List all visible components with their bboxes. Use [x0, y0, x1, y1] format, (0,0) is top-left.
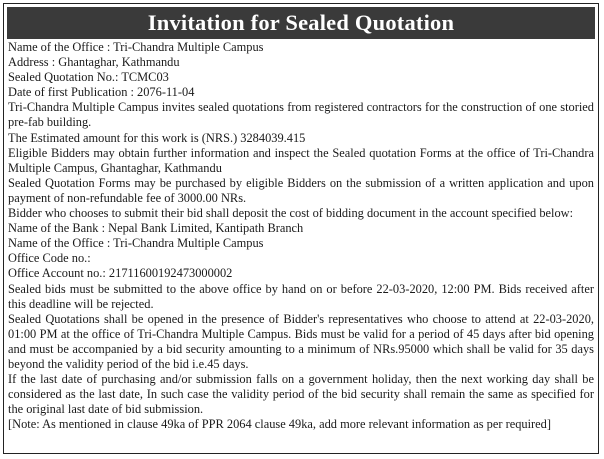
- first-publication-line: Date of first Publication : 2076-11-04: [8, 85, 195, 100]
- office-code-line: Office Code no.:: [8, 251, 91, 266]
- address-line: Address : Ghantaghar, Kathmandu: [8, 55, 180, 70]
- deposit-instruction-line: Bidder who chooses to submit their bid shall deposit the cost of bidding document in the account specified below:: [8, 206, 574, 221]
- holiday-clause-paragraph: If the last date of purchasing and/or submission falls on a government holiday, then the next working day shall be considered as the last date, In such case the validity period of the bid security shall remain the same as specified for the original last date of bid submission.: [8, 372, 594, 417]
- quotation-notice: [3, 3, 599, 454]
- eligible-bidders-paragraph: Eligible Bidders may obtain further information and inspect the Sealed quotation Forms at the office of Tri-Chandra Multiple Campus, Ghantaghar, Kathmandu: [8, 145, 594, 175]
- forms-purchase-paragraph: Sealed Quotation Forms may be purchased by eligible Bidders on the submission of a written application and upon payment of non-refundable fee of 3000.00 NRs.: [8, 175, 594, 205]
- office-name-line: Name of the Office : Tri-Chandra Multiple Campus: [8, 40, 264, 54]
- estimated-amount-line: The Estimated amount for this work is (NRS.) 3284039.415: [8, 130, 306, 145]
- office-account-line: Office Account no.: 21711600192473000002: [8, 266, 233, 281]
- invitation-paragraph: Tri-Chandra Multiple Campus invites sealed quotations from registered contractors for the construction of one storied pre-fab building.: [8, 100, 594, 130]
- notice-body: [4, 39, 598, 432]
- notice-title: Invitation for Sealed Quotation: [7, 7, 595, 39]
- bank-name-line: Name of the Bank : Nepal Bank Limited, Kantipath Branch: [8, 221, 304, 236]
- account-office-name-line: Name of the Office : Tri-Chandra Multiple Campus: [8, 236, 264, 251]
- note-paragraph: [Note: As mentioned in clause 49ka of PPR 2064 clause 49ka, add more relevant information as per required]: [8, 417, 551, 432]
- submission-deadline-paragraph: Sealed bids must be submitted to the above office by hand on or before 22-03-2020, 12:00 PM. Bids received after this deadline will be rejected.: [8, 281, 594, 311]
- opening-details-paragraph: Sealed Quotations shall be opened in the presence of Bidder's representatives who choose to attend at 22-03-2020, 01:00 PM at the office of Tri-Chandra Multiple Campus. Bids must be valid for a period of 45 days after bid opening and must be accompanied by a bid security amounting to a minimum of NRs.95000 which shall be valid for 35 days beyond the validity period of the bid i.e.45 days.: [8, 311, 594, 371]
- quotation-number-line: Sealed Quotation No.: TCMC03: [8, 70, 169, 85]
